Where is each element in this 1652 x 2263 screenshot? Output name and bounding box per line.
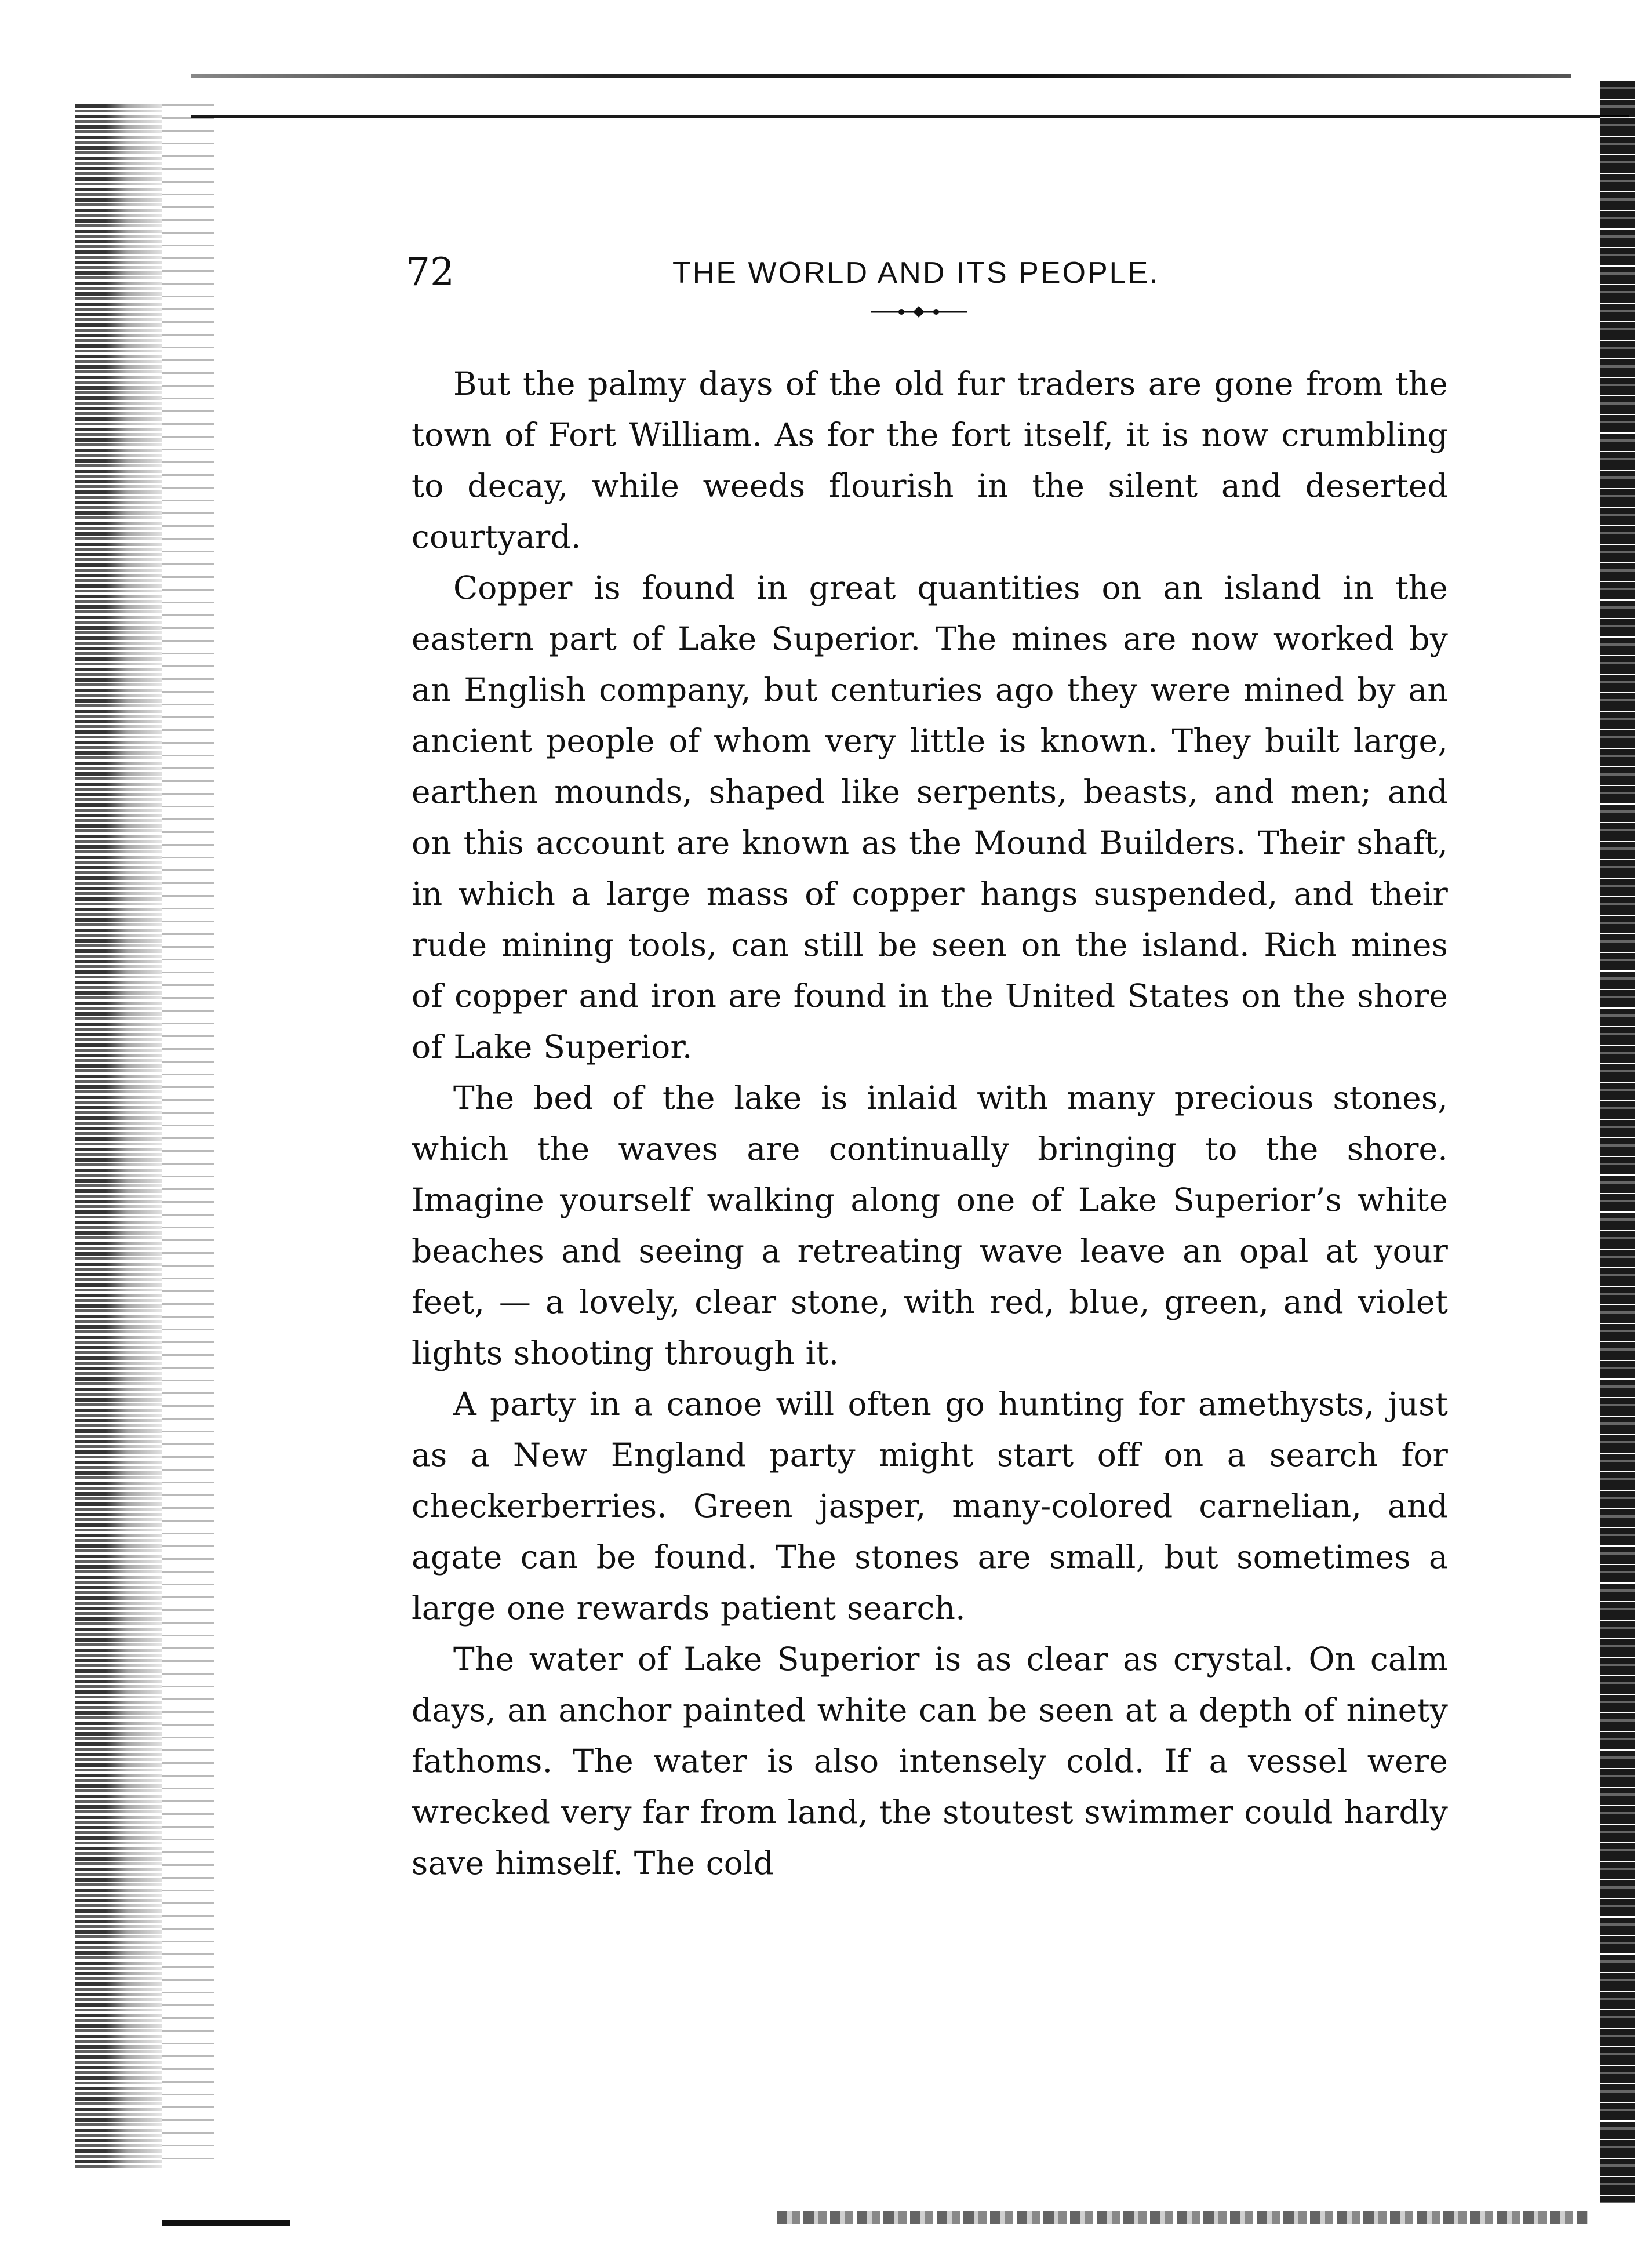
page-header: [406, 249, 1449, 296]
scan-bottom-left-mark: [162, 2220, 290, 2226]
scan-binding-shadow: [75, 104, 162, 2168]
page-number: 72: [406, 250, 454, 294]
scan-binding-speckle: [162, 104, 214, 2162]
scan-page-edge-top: [191, 115, 1629, 118]
header-ornament-icon: [869, 306, 968, 318]
paragraph-clear-water: The water of Lake Superior is as clear as crystal. On calm days, an anchor painted white can be seen at a depth of ninety fathoms. The water is also intensely cold. If a vessel were wrecked very far from land, the stoutest swimmer could hardly save himself. The cold: [412, 1640, 1448, 1882]
scan-bottom-smudge: [777, 2211, 1588, 2224]
body-text: [412, 358, 1448, 1889]
paragraph-amethysts: A party in a canoe will often go hunting for amethysts, just as a New England party might start off on a search for checkerberries. Green jasper, many-colored carnelian, and agate can be found. The stones are small, but sometimes a large one rewards patient search.: [412, 1385, 1448, 1627]
paragraph-precious-stones: The bed of the lake is inlaid with many precious stones, which the waves are continually bringing to the shore. Imagine yourself walking along one of Lake Superior’s white beaches and seeing a retreating wave leave an opal at your feet, — a lovely, clear stone, with red, blue, green, and violet lights shooting through it.: [412, 1079, 1448, 1371]
running-title: THE WORLD AND ITS PEOPLE.: [672, 256, 1160, 290]
scan-right-edge: [1600, 81, 1635, 2203]
paragraph-copper: Copper is found in great quantities on an island in the eastern part of Lake Superior. The mines are now worked by an English company, but centuries ago they were mined by an ancient people of whom very little is known. They built large, earthen mounds, shaped like serpents, beasts, and men; and on this account are known as the Mound Builders. Their shaft, in which a large mass of copper hangs suspended, and their rude mining tools, can still be seen on the island. Rich mines of copper and iron are found in the United States on the shore of Lake Superior.: [412, 569, 1448, 1065]
scan-top-rule: [191, 74, 1571, 78]
paragraph-fort-william: But the palmy days of the old fur traders are gone from the town of Fort William. As for the fort itself, it is now crumbling to decay, while weeds flourish in the silent and deserted courtyard.: [412, 365, 1448, 555]
